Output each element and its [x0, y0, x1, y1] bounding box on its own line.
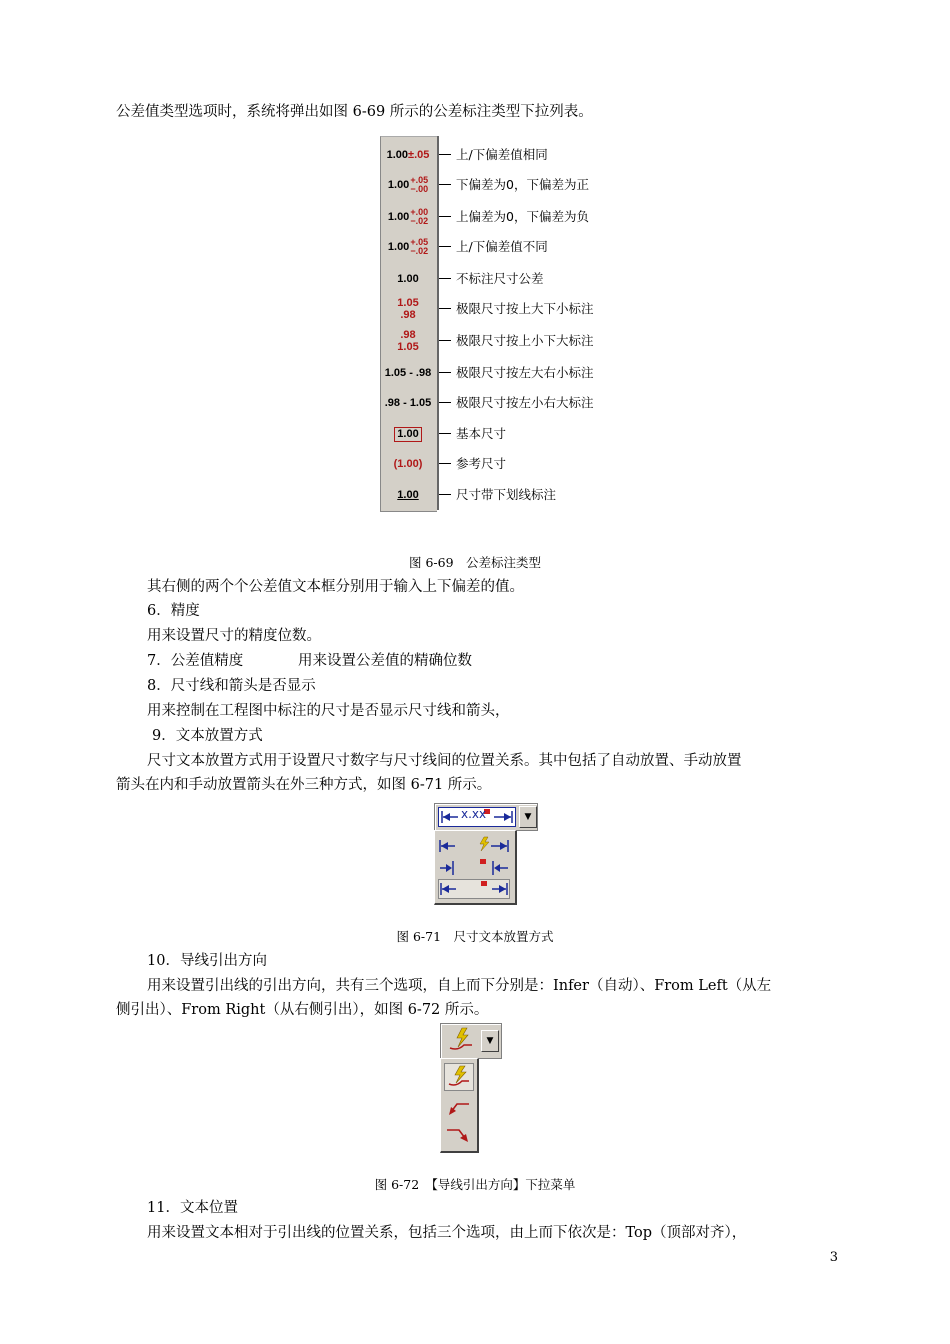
text-line-12: 用来设置引出线的引出方向，共有三个选项，自上而下分别是：Infer（自动）、From Left（从左 [147, 978, 772, 994]
dim-text: x.xx [461, 807, 487, 821]
symbol-limit-left-large: 1.05 - .98 [384, 367, 432, 379]
symbol-upper-positive: 1.00 +.05 −.00 [387, 175, 429, 194]
text-line-9: 尺寸文本放置方式用于设置尺寸数字与尺寸线间的位置关系。其中包括了自动放置、手动放置 [147, 753, 742, 769]
text-line-7: 用来控制在工程图中标注的尺寸是否显示尺寸线和箭头， [147, 703, 510, 719]
chevron-down-icon: ▼ [524, 812, 532, 822]
lightning-icon [438, 836, 510, 854]
tolerance-option-different[interactable] [380, 234, 612, 260]
symbol-equal: 1.00 ±.05 [386, 149, 430, 161]
leader-selected-option [444, 1027, 478, 1053]
text-line-8: 9．文本放置方式 [152, 728, 263, 744]
symbol-limit-left-small: .98 - 1.05 [384, 397, 432, 409]
leader-tick [439, 463, 451, 464]
leader-tick [439, 278, 451, 279]
leader-tick [439, 308, 451, 309]
option-label: 尺寸带下划线标注 [456, 487, 557, 502]
text-line-11: 10．导线引出方向 [147, 953, 267, 969]
option-label: 极限尺寸按上小下大标注 [456, 333, 594, 348]
figure-caption-6-69: 图 6-69 公差标注类型 [408, 555, 542, 570]
leader-option-from-right[interactable] [444, 1121, 472, 1147]
leader-right-icon [445, 1122, 471, 1146]
text-line-15: 用来设置文本相对于引出线的位置关系，包括三个选项，由上而下依次是：Top（顶部对齐）， [147, 1225, 747, 1241]
option-label: 极限尺寸按上大下小标注 [456, 301, 594, 316]
leader-tick [439, 154, 451, 155]
arrow-right-icon [438, 858, 510, 876]
leader-tick [439, 433, 451, 434]
tolerance-option-limit-left-large[interactable] [380, 360, 612, 386]
leader-tick [439, 246, 451, 247]
leader-dropdown-button[interactable] [481, 1030, 499, 1052]
text-line-13: 侧引出）、From Right（从右侧引出），如图 6-72 所示。 [116, 1002, 489, 1018]
leader-left-icon [445, 1094, 471, 1118]
leader-tick [439, 494, 451, 495]
leader-option-infer[interactable] [444, 1063, 474, 1091]
lightning-icon [446, 1027, 476, 1053]
tolerance-option-none[interactable] [380, 266, 612, 292]
option-label: 极限尺寸按左大右小标注 [456, 365, 594, 380]
leader-tick [439, 340, 451, 341]
text-placement-menu [434, 830, 517, 905]
leader-direction-combo[interactable] [440, 1023, 502, 1059]
option-label: 上/下偏差值不同 [456, 239, 548, 254]
symbol-different: 1.00 +.05 −.02 [387, 237, 429, 256]
text-line-6: 8．尺寸线和箭头是否显示 [147, 678, 316, 694]
placement-option-manual-outside[interactable] [438, 879, 510, 899]
placement-option-auto[interactable] [438, 835, 510, 855]
option-label: 参考尺寸 [456, 456, 507, 471]
text-line-4: 用来设置尺寸的精度位数。 [147, 628, 321, 644]
tolerance-option-basic[interactable] [380, 421, 612, 447]
placement-option-manual-inside[interactable] [438, 857, 510, 877]
symbol-limit-upper-small: .98 1.05 [397, 329, 419, 353]
text-line-10: 箭头在内和手动放置箭头在外三种方式，如图 6-71 所示。 [116, 777, 492, 793]
lightning-icon [446, 1065, 472, 1089]
chevron-down-icon: ▼ [486, 1036, 494, 1046]
tolerance-type-list[interactable] [380, 136, 612, 512]
text-line-5a: 7．公差值精度 [147, 653, 244, 669]
option-label: 上偏差为0，下偏差为负 [456, 209, 589, 224]
tolerance-option-upper-zero-lower-negative[interactable] [380, 204, 612, 230]
text-line-5b: 用来设置公差值的精确位数 [298, 653, 472, 669]
tolerance-option-lower-zero-upper-positive[interactable] [380, 172, 612, 198]
option-label: 基本尺寸 [456, 426, 507, 441]
tolerance-option-limit-upper-small[interactable] [380, 328, 612, 354]
symbol-none: 1.00 [397, 273, 419, 285]
tolerance-option-equal[interactable] [380, 142, 612, 168]
leader-tick [439, 402, 451, 403]
arrow-left-icon [439, 881, 509, 897]
tolerance-option-limit-upper-large[interactable] [380, 296, 612, 322]
page-number: 3 [829, 1250, 838, 1265]
text-line-1: 公差值类型选项时，系统将弹出如图 6-69 所示的公差标注类型下拉列表。 [116, 104, 593, 120]
leader-direction-menu [440, 1058, 479, 1153]
leader-tick [439, 184, 451, 185]
leader-tick [439, 372, 451, 373]
text-line-14: 11．文本位置 [147, 1200, 238, 1216]
tolerance-option-limit-left-small[interactable] [380, 390, 612, 416]
symbol-lower-negative: 1.00 +.00 −.02 [387, 207, 429, 226]
leader-tick [439, 216, 451, 217]
symbol-basic: 1.00 [380, 421, 436, 447]
text-line-2: 其右侧的两个个公差值文本框分别用于输入上下偏差的值。 [147, 579, 524, 595]
figure-caption-6-71: 图 6-71 尺寸文本放置方式 [396, 929, 554, 944]
tolerance-option-reference[interactable] [380, 451, 612, 477]
symbol-reference: (1.00) [393, 458, 423, 470]
text-placement-combo[interactable] [434, 803, 538, 831]
option-label: 下偏差为0，下偏差为正 [456, 177, 589, 192]
placement-dropdown-button[interactable] [519, 806, 537, 828]
option-label: 上/下偏差值相同 [456, 147, 548, 162]
leader-option-from-left[interactable] [444, 1093, 472, 1119]
option-label: 不标注尺寸公差 [456, 271, 544, 286]
option-label: 极限尺寸按左小右大标注 [456, 395, 594, 410]
symbol-limit-upper-large: 1.05 .98 [397, 297, 419, 321]
symbol-underline: 1.00 [397, 489, 419, 501]
placement-selected-option [438, 807, 516, 827]
text-line-3: 6．精度 [147, 603, 200, 619]
figure-caption-6-72: 图 6-72 【导线引出方向】下拉菜单 [374, 1177, 576, 1192]
tolerance-option-underline[interactable] [380, 482, 612, 508]
